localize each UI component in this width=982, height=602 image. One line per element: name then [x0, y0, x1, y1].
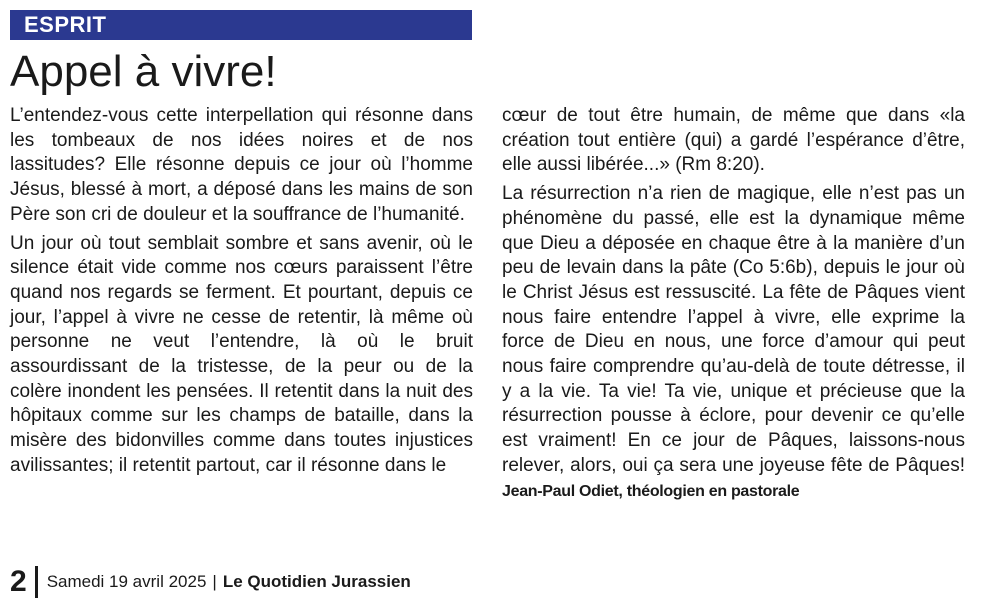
footer-separator: | — [212, 572, 217, 591]
issue-date: Samedi 19 avril 2025 — [46, 572, 207, 591]
page-footer — [10, 564, 411, 600]
footer-divider — [35, 566, 38, 598]
rubric-label: ESPRIT — [24, 12, 107, 37]
article-column-left — [10, 104, 473, 483]
page-number: 2 — [10, 565, 27, 598]
article-paragraph-final — [502, 182, 965, 504]
section-rubric — [10, 10, 472, 40]
newspaper-name: Le Quotidien Jurassien — [222, 572, 411, 591]
article-paragraph: L’entendez-vous cette interpellation qui résonne dans les tombeaux de nos idées noires et de nos lassitudes? Elle résonne depuis ce jour où l’homme Jésus, blessé à mort, a déposé dans les mains de son Père son cri de douleur et la souffrance de l’humanité. — [10, 105, 473, 225]
article-title: Appel à vivre! — [10, 47, 277, 96]
article-column-right — [502, 104, 965, 508]
article-paragraph: cœur de tout être humain, de même que dans «la création tout entière (qui) a gardé l’espérance d’être, elle aussi libérée...» (Rm 8:20). — [502, 105, 965, 176]
article-paragraph-text: La résurrection n’a rien de magique, elle n’est pas un phénomène du passé, elle est la dynamique même que Dieu a déposée en chaque être à la manière d’un peu de levain dans la pâte (Co 5:6b), depuis le jour où le Christ Jésus est ressuscité. La fête de Pâques vient nous faire entendre l’appel à vivre, elle exprime la force de Dieu en nous, une force d’amour qui peut nous faire comprendre qu’au-delà de toute détresse, il y a la vie. Ta vie! Ta vie, unique et précieuse que la résurrection pousse à éclore, pour devenir ce qu’elle est vraiment! En ce jour de Pâques, laissons-nous relever, alors, oui ça sera une joyeuse fête de Pâques! — [502, 183, 965, 476]
article-paragraph: Un jour où tout semblait sombre et sans avenir, où le silence était vide comme nos cœurs paraissent l’être quand nos regards se ferment. Et pourtant, depuis ce jour, l’appel à vivre ne cesse de retentir, là même où personne ne veut l’entendre, là où le bruit assourdissant de la tristesse, de la peur ou de la colère inondent les pensées. Il retentit dans la nuit des hôpitaux comme sur les champs de bataille, dans la misère des bidonvilles comme dans toutes injustices avilissantes; il retentit partout, car il résonne dans le — [10, 232, 473, 476]
author-signature: Jean-Paul Odiet, théologien en pastorale — [502, 482, 800, 500]
